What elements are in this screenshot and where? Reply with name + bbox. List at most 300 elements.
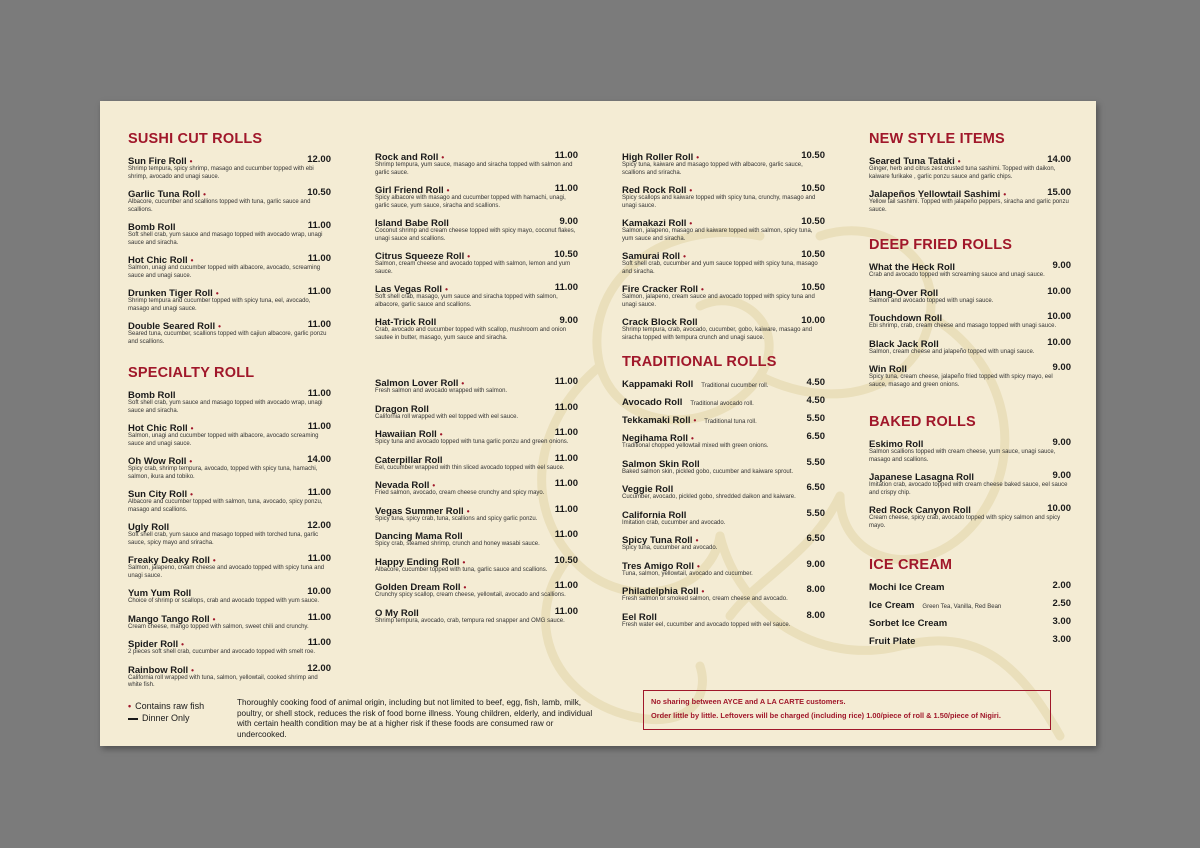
legend-dinner-only: Dinner Only: [128, 712, 204, 724]
menu-item-happy-ending-roll: [375, 555, 578, 575]
menu-item-row: [375, 402, 578, 414]
menu-item-row: [622, 584, 825, 596]
menu-item-name: Kamakazi Roll: [622, 218, 687, 229]
menu-item-description: Salmon, cream cheese and jalapeño topped with unagi sauce.: [869, 348, 1035, 355]
menu-item-row: [869, 337, 1071, 349]
menu-item-girl-friend-roll: [375, 183, 578, 210]
menu-item-description: Crab and avocado topped with screaming sauce and unagi sauce.: [869, 272, 1045, 278]
menu-item-island-babe-roll: [375, 216, 578, 243]
menu-item-row: [869, 634, 1071, 646]
menu-item-price: 2.00: [1052, 580, 1071, 591]
menu-item-name: Win Roll: [869, 364, 907, 375]
raw-fish-dot-icon: •: [689, 219, 693, 228]
dinner-only-dash-icon: [128, 718, 138, 720]
raw-fish-dot-icon: •: [212, 556, 216, 565]
menu-item-name: High Roller Roll: [622, 152, 694, 163]
menu-item-price: 9.00: [559, 315, 578, 326]
menu-item-name: Caterpillar Roll: [375, 454, 443, 466]
menu-item-description: Ginger, herb and citrus zest crusted tuna sashimi. Topped with daikon, kaiware furikake , garlic ponzu sauce and garlic chips.: [869, 166, 1056, 180]
menu-item-name: Vegas Summer Roll: [375, 505, 464, 517]
menu-item-row: [128, 253, 331, 265]
menu-item-name: Hawaiian Roll: [375, 429, 437, 440]
menu-item-price: 6.50: [806, 431, 825, 442]
menu-item-vegas-summer-roll: [375, 504, 578, 524]
menu-item-price: 11.00: [307, 487, 331, 498]
menu-item-name: Eskimo Roll: [869, 439, 924, 450]
menu-item-description: Shrimp tempura, crab, avocado, cucumber, gobo, kaiware, masago and siracha topped with tempura crunch and unagi sauce.: [622, 327, 813, 341]
menu-item-name: Negihama Roll: [622, 433, 688, 444]
menu-item-description: Spicy tuna, kaiware and masago topped with albacore, garlic sauce, scallions and sriracha.: [622, 162, 803, 176]
menu-item-price: 8.00: [806, 609, 825, 621]
menu-item-row: [128, 586, 331, 598]
menu-item-description: Albacore, cucumber topped with tuna, garlic sauce and scallions.: [375, 566, 548, 573]
menu-item-row: [869, 362, 1071, 374]
menu-item-name: Red Rock Canyon Roll: [869, 505, 971, 516]
menu-item-ice-cream: [869, 598, 1071, 610]
menu-item-name: Dancing Mama Roll: [375, 531, 463, 542]
menu-item-philadelphia-roll: [622, 584, 825, 604]
section-title: BAKED ROLLS: [869, 414, 976, 430]
menu-item-price: 10.50: [801, 183, 825, 194]
menu-item-price: 3.00: [1052, 616, 1071, 627]
menu-item-description: Eel, cucumber wrapped with thin sliced avocado topped with eel sauce.: [375, 464, 565, 471]
menu-item-row: [622, 457, 825, 469]
menu-item-price: 10.00: [1047, 336, 1071, 348]
menu-item-price: 14.00: [1047, 154, 1071, 165]
menu-item-name: Red Rock Roll: [622, 185, 687, 196]
menu-item-bomb-roll: [128, 388, 331, 415]
menu-item-hang-over-roll: [869, 286, 1071, 306]
menu-item-kappamaki-roll: [622, 377, 825, 389]
column-2-bottom: [375, 376, 578, 631]
raw-fish-dot-icon: •: [701, 587, 705, 596]
column-4: [869, 130, 1071, 652]
menu-item-win-roll: [869, 362, 1071, 389]
menu-item-row: [375, 606, 578, 618]
menu-item-row: [869, 154, 1071, 166]
raw-fish-dot-icon: •: [467, 252, 471, 261]
raw-fish-dot-icon: •: [445, 285, 448, 294]
menu-item-row: [622, 559, 825, 571]
menu-item-name: Hot Chic Roll: [128, 423, 188, 434]
menu-item-tekkamaki-roll: [622, 413, 825, 425]
menu-item-samurai-roll: [622, 249, 825, 276]
menu-item-description: Spicy tuna, spicy crab, tuna, scallions and spicy garlic ponzu.: [375, 515, 538, 522]
menu-item-name: Touchdown Roll: [869, 313, 943, 324]
menu-item-row: [375, 315, 578, 327]
menu-item-price: 9.00: [1052, 470, 1071, 481]
menu-item-price: 11.00: [307, 637, 331, 648]
menu-item-row: [622, 395, 825, 407]
menu-item-row: [869, 260, 1071, 272]
menu-item-row: [869, 286, 1071, 298]
menu-item-row: [128, 220, 331, 232]
column-2-top: [375, 150, 578, 348]
raw-fish-dot-icon: •: [957, 157, 961, 166]
raw-fish-dot-icon: •: [466, 506, 470, 516]
menu-item-description: Soft shell crab, yum sauce and masago topped with avocado wrap, unagi sauce and siracha.: [128, 232, 323, 246]
menu-item-price: 11.00: [554, 580, 578, 591]
column-3-bottom: [622, 353, 825, 635]
menu-item-price: 9.00: [1052, 437, 1071, 448]
menu-item-name: Veggie Roll: [622, 484, 674, 495]
menu-item-row: [869, 187, 1071, 199]
menu-item-row: [375, 504, 578, 516]
menu-item-ugly-roll: [128, 520, 331, 547]
raw-fish-dot-icon: •: [696, 561, 700, 571]
raw-fish-dot-icon: •: [191, 665, 194, 675]
menu-item-kamakazi-roll: [622, 216, 825, 243]
menu-item-row: [128, 487, 331, 499]
menu-item-name: Dragon Roll: [375, 403, 429, 415]
menu-item-inline-desc: Traditional tuna roll.: [704, 419, 757, 425]
section-title: SUSHI CUT ROLLS: [128, 131, 263, 147]
menu-item-california-roll: [622, 508, 825, 528]
raw-fish-dot-icon: •: [693, 416, 697, 425]
menu-item-row: [375, 183, 578, 195]
menu-item-description: Salmon, unagi and cucumber topped with albacore, avocado, screaming sauce and unagi sauce.: [128, 265, 321, 279]
menu-item-price: 10.00: [307, 586, 331, 597]
menu-item-name: Nevada Roll: [375, 480, 430, 491]
menu-item-name: Avocado Roll: [622, 397, 683, 408]
menu-item-price: 5.50: [806, 507, 825, 519]
menu-item-row: [869, 470, 1071, 482]
menu-item-description: Seared tuna, cucumber, scallions topped with cajiun albacore, garlic ponzu and scallions.: [128, 331, 327, 345]
menu-item-price: 11.00: [307, 611, 331, 623]
section-baked-rolls: [869, 413, 1071, 530]
menu-item-price: 12.00: [307, 520, 331, 531]
menu-item-price: 11.00: [307, 253, 331, 264]
menu-item-rock-and-roll: [375, 150, 578, 177]
menu-item-description: Crunchy spicy scallop, cream cheese, yellowtail, avocado and scallions.: [375, 592, 566, 598]
section-new-style-items: [869, 130, 1071, 214]
menu-item-name: Crack Block Roll: [622, 317, 698, 328]
menu-item-price: 11.00: [307, 421, 331, 432]
menu-item-row: [128, 187, 331, 199]
menu-item-name: Salmon Lover Roll: [375, 378, 459, 389]
menu-item-description: Spicy crab, steamed shrimp, crunch and honey wasabi sauce.: [375, 541, 540, 547]
menu-item-description: Spicy tuna and avocado topped with tuna garlic ponzu and green onions.: [375, 439, 569, 445]
menu-item-price: 9.00: [1052, 362, 1071, 373]
menu-item-hot-chic-roll: [128, 421, 331, 448]
menu-item-description: Imitation crab, cucumber and avocado.: [622, 519, 726, 526]
menu-item-description: Spicy crab, shrimp tempura, avocado, topped with spicy tuna, hamachi, salmon, ikura and tobiko.: [128, 466, 318, 480]
menu-item-description: Shrimp tempura, spicy shrimp, masago and cucumber topped with ebi shrimp, avocado and unagi sauce.: [128, 166, 314, 180]
menu-item-name: Eel Roll: [622, 611, 657, 623]
raw-fish-dot-icon: •: [695, 536, 699, 545]
menu-item-name: Girl Friend Roll: [375, 185, 444, 196]
raw-fish-dot-icon: •: [128, 701, 132, 711]
menu-item-description: Fresh salmon and avocado wrapped with salmon.: [375, 388, 508, 394]
section-title: SPECIALTY ROLL: [128, 365, 255, 381]
raw-fish-dot-icon: •: [432, 481, 436, 490]
menu-item-spider-roll: [128, 637, 331, 657]
menu-item-name: Bomb Roll: [128, 390, 176, 401]
menu-item-description: Spicy scallops and kaiware topped with spicy tuna, crunchy, masago and unagi sauce.: [622, 195, 816, 209]
menu-item-description: Salmon, jalapeno, cream cheese and avocado topped with spicy tuna and unagi sauce.: [128, 565, 325, 579]
raw-fish-dot-icon: •: [701, 285, 704, 294]
menu-item-row: [375, 427, 578, 439]
menu-item-price: 4.50: [806, 377, 825, 388]
menu-item-name: Las Vegas Roll: [375, 284, 443, 295]
menu-item-row: [375, 282, 578, 294]
raw-fish-dot-icon: •: [689, 186, 693, 195]
menu-item-row: [128, 520, 331, 532]
menu-item-price: 9.00: [806, 558, 825, 570]
menu-item-name: Fruit Plate: [869, 636, 916, 647]
menu-item-salmon-lover-roll: [375, 376, 578, 396]
menu-item-spicy-tuna-roll: [622, 533, 825, 553]
menu-item-row: [869, 580, 1071, 592]
menu-item-tres-amigo-roll: [622, 559, 825, 579]
menu-item-price: 11.00: [554, 401, 578, 413]
menu-item-inline-desc: Green Tea, Vanilla, Red Bean: [922, 604, 1002, 610]
menu-item-price: 9.00: [559, 216, 578, 227]
raw-fish-dot-icon: •: [1003, 190, 1007, 199]
menu-item-row: [869, 616, 1071, 628]
column-1: [128, 130, 331, 696]
menu-item-hot-chic-roll: [128, 253, 331, 280]
menu-item-name: Rock and Roll: [375, 152, 439, 163]
menu-item-description: Spicy tuna, cream cheese, jalapeño fried topped with spicy mayo, eel sauce, masago and green onions.: [869, 374, 1053, 388]
menu-item-name: Seared Tuna Tataki: [869, 156, 955, 167]
raw-fish-dot-icon: •: [189, 157, 193, 166]
menu-item-drunken-tiger-roll: [128, 286, 331, 313]
menu-item-description: Imitation crab, avocado topped with cream cheese baked sauce, eel sauce and crispy chip.: [869, 482, 1068, 496]
raw-fish-dot-icon: •: [691, 434, 694, 443]
menu-item-name: Sun City Roll: [128, 489, 188, 500]
menu-item-name: Citrus Squeeze Roll: [375, 251, 465, 262]
menu-item-description: Salmon, jalapeno, cream sauce and avocado topped with spicy tuna and unagi sauce.: [622, 294, 815, 308]
menu-item-sun-city-roll: [128, 487, 331, 514]
menu-item-description: Spicy albacore with masago and cucumber topped with hamachi, unagi, garlic sauce, yum sauce, siracha and scallions.: [375, 195, 566, 209]
menu-item-description: Albacore, cucumber and scallions topped with tuna, garlic sauce and scallions.: [128, 199, 311, 213]
menu-item-price: 11.00: [554, 503, 578, 515]
menu-item-row: [869, 503, 1071, 515]
menu-item-price: 11.00: [307, 388, 331, 399]
menu-item-golden-dream-roll: [375, 580, 578, 600]
menu-item-price: 5.50: [806, 413, 825, 424]
menu-item-hat-trick-roll: [375, 315, 578, 342]
menu-item-rainbow-roll: [128, 663, 331, 690]
menu-item-description: Salmon, unagi and cucumber topped with albacore, avocado screaming sauce and unagi sauce.: [128, 433, 319, 447]
menu-item-name: Drunken Tiger Roll: [128, 288, 213, 299]
menu-item-description: Fried salmon, avocado, cream cheese crunchy and spicy mayo.: [375, 490, 545, 496]
menu-item-price: 6.50: [806, 533, 825, 544]
menu-item-price: 5.50: [806, 456, 825, 468]
legend-raw-fish: • Contains raw fish: [128, 701, 205, 711]
menu-item-row: [869, 598, 1071, 610]
menu-item-description: Baked salmon skin, pickled gobo, cucumber and kaiware sprout.: [622, 468, 794, 475]
menu-item-row: [622, 377, 825, 389]
policy-notice-sharing: No sharing between AYCE and A LA CARTE customers.: [651, 697, 846, 706]
menu-item-price: 12.00: [307, 154, 331, 165]
menu-item-description: Shrimp tempura, yum sauce, masago and siracha topped with salmon and garlic sauce.: [375, 162, 573, 176]
raw-fish-dot-icon: •: [190, 490, 193, 499]
menu-item-touchdown-roll: [869, 311, 1071, 331]
menu-item-mochi-ice-cream: [869, 580, 1071, 592]
menu-item-description: Choice of shrimp or scallops, crab and avocado topped with yum sauce.: [128, 598, 320, 604]
menu-item-row: [622, 508, 825, 520]
menu-item-sun-fire-roll: [128, 154, 331, 181]
menu-item-name: Fire Cracker Roll: [622, 284, 699, 295]
menu-item-name: California Roll: [622, 509, 687, 521]
menu-item-name: Philadelphia Roll: [622, 586, 699, 597]
menu-item-name: Salmon Skin Roll: [622, 458, 700, 470]
menu-item-row: [375, 216, 578, 228]
menu-item-description: Soft shell crab, masago, yum sauce and siracha topped with salmon, albacore, garlic sauce and scallions.: [375, 294, 558, 308]
menu-item-row: [128, 319, 331, 331]
menu-item-dragon-roll: [375, 402, 578, 422]
raw-fish-dot-icon: •: [190, 256, 194, 265]
menu-item-description: Yellow tail sashimi. Topped with jalapeño peppers, siracha and garlic ponzu sauce.: [869, 199, 1069, 213]
menu-item-red-rock-canyon-roll: [869, 503, 1071, 530]
menu-item-row: [375, 478, 578, 490]
menu-item-price: 10.50: [801, 216, 825, 227]
menu-item-description: Tuna, salmon, yellowtail, avocado and cucumber.: [622, 570, 753, 577]
menu-item-inline-desc: Traditional cucumber roll.: [701, 383, 769, 389]
menu-item-description: Crab, avocado and cucumber topped with scallop, mushroom and onion sautee in butter, masago, yum sauce and siracha.: [375, 327, 567, 341]
menu-item-row: [128, 637, 331, 649]
menu-item-name: Bomb Roll: [128, 222, 176, 233]
menu-item-name: Oh Wow Roll: [128, 456, 187, 467]
menu-item-fire-cracker-roll: [622, 282, 825, 309]
menu-item-description: Albacore and cucumber topped with salmon, tuna, avocado, spicy ponzu, masago and scallions.: [128, 499, 323, 513]
food-safety-warning: Thoroughly cooking food of animal origin, including but not limited to beef, egg, fish, lamb, milk, poultry, or shell stock, reduces the risk of food borne illness. Young children, elderly, and individual with certain health condition may be at a higher risk if these foods are consumed raw or undercooked.: [237, 698, 593, 739]
menu-item-name: Sun Fire Roll: [128, 156, 187, 167]
menu-item-crack-block-roll: [622, 315, 825, 342]
menu-item-description: Coconut shrimp and cream cheese topped with spicy mayo, coconut flakes, unagi sauce and scallions.: [375, 228, 576, 242]
menu-item-price: 11.00: [554, 150, 578, 161]
section-title: ICE CREAM: [869, 557, 953, 573]
menu-item-row: [622, 610, 825, 622]
policy-notice-box: [643, 690, 1051, 730]
section-traditional-rolls: [622, 353, 825, 629]
menu-item-price: 11.00: [554, 376, 578, 387]
menu-item-row: [128, 421, 331, 433]
menu-item-description: Fresh water eel, cucumber and avocado topped with eel sauce.: [622, 621, 791, 628]
menu-item-row: [622, 216, 825, 228]
menu-item-fruit-plate: [869, 634, 1071, 646]
menu-item-row: [622, 431, 825, 443]
menu-item-jalape-os-yellowtail-sashimi: [869, 187, 1071, 214]
menu-item-description: Cucumber, avocado, pickled gobo, shredded daikon and kaiware.: [622, 494, 796, 500]
menu-item-row: [622, 413, 825, 425]
menu-item-row: [622, 150, 825, 162]
menu-item-name: Hot Chic Roll: [128, 255, 188, 266]
menu-item-nevada-roll: [375, 478, 578, 498]
menu-item-name: Hat-Trick Roll: [375, 317, 437, 328]
menu-item-yum-yum-roll: [128, 586, 331, 606]
menu-item-name: Mango Tango Roll: [128, 613, 210, 625]
menu-item-eel-roll: [622, 610, 825, 630]
menu-item-row: [375, 249, 578, 261]
menu-item-description: Cream cheese, mango topped with salmon, sweet chili and crunchy.: [128, 623, 309, 630]
menu-item-price: 11.00: [554, 529, 578, 540]
menu-item-negihama-roll: [622, 431, 825, 451]
menu-item-description: Salmon, jalapeno, masago and kaiware topped with salmon, spicy tuna, yum sauce and siracha.: [622, 228, 813, 242]
menu-item-o-my-roll: [375, 606, 578, 626]
menu-item-price: 10.50: [801, 282, 825, 293]
menu-item-garlic-tuna-roll: [128, 187, 331, 214]
menu-item-row: [622, 533, 825, 545]
menu-item-red-rock-roll: [622, 183, 825, 210]
section-deep-fried-rolls: [869, 236, 1071, 389]
menu-item-description: Fresh salmon or smoked salmon, cream cheese and avocado.: [622, 596, 788, 602]
menu-item-description: Spicy tuna, cucumber and avocado.: [622, 545, 718, 551]
menu-item-name: Double Seared Roll: [128, 321, 216, 332]
menu-item-price: 10.50: [307, 187, 331, 198]
menu-item-description: Salmon scallions topped with cream cheese, yum sauce, unagi sauce, masago and scallions.: [869, 449, 1056, 463]
menu-item-row: [622, 249, 825, 261]
menu-item-price: 12.00: [307, 662, 331, 674]
menu-item-description: California roll wrapped with eel topped with eel sauce.: [375, 413, 519, 420]
menu-item-bomb-roll: [128, 220, 331, 247]
menu-item-name: Freaky Deaky Roll: [128, 555, 210, 566]
raw-fish-dot-icon: •: [441, 153, 445, 162]
menu-item-row: [375, 150, 578, 162]
menu-item-price: 11.00: [554, 183, 578, 194]
menu-item-row: [128, 663, 331, 675]
menu-item-description: Salmon, cream cheese and avocado topped with salmon, lemon and yum sauce.: [375, 261, 571, 275]
menu-item-name: Garlic Tuna Roll: [128, 189, 201, 200]
menu-item-description: Shrimp tempura, avocado, crab, tempura red snapper and OMG sauce.: [375, 617, 565, 624]
menu-item-row: [375, 453, 578, 465]
raw-fish-dot-icon: •: [203, 190, 206, 199]
menu-item-row: [869, 311, 1071, 323]
menu-item-row: [128, 388, 331, 400]
menu-item-price: 11.00: [554, 452, 578, 464]
menu-item-price: 15.00: [1047, 187, 1071, 198]
menu-item-freaky-deaky-roll: [128, 553, 331, 580]
menu-item-row: [128, 553, 331, 565]
menu-item-black-jack-roll: [869, 337, 1071, 357]
menu-item-price: 9.00: [1052, 260, 1071, 271]
menu-item-inline-desc: Traditional avocado roll.: [690, 401, 754, 407]
menu-item-price: 3.00: [1052, 634, 1071, 645]
menu-item-description: California roll wrapped with tuna, salmon, yellowtail, cooked shrimp and white fish.: [128, 674, 318, 688]
menu-item-price: 11.00: [307, 220, 331, 231]
section-title: NEW STYLE ITEMS: [869, 131, 1005, 147]
raw-fish-dot-icon: •: [462, 557, 466, 567]
menu-item-row: [375, 555, 578, 567]
menu-item-name: Sorbet Ice Cream: [869, 618, 948, 629]
menu-item-name: Happy Ending Roll: [375, 556, 460, 568]
menu-item-oh-wow-roll: [128, 454, 331, 481]
menu-item-price: 11.00: [554, 427, 578, 438]
raw-fish-dot-icon: •: [215, 289, 219, 298]
menu-item-price: 10.00: [1047, 503, 1071, 514]
menu-item-veggie-roll: [622, 482, 825, 502]
menu-item-name: Spider Roll: [128, 639, 179, 650]
menu-item-price: 10.00: [801, 315, 825, 326]
menu-item-description: Cream cheese, spicy crab, avocado topped with spicy salmon and spicy mayo.: [869, 515, 1061, 529]
menu-item-price: 10.50: [554, 554, 578, 566]
menu-item-price: 11.00: [554, 282, 578, 293]
menu-item-row: [869, 437, 1071, 449]
policy-notice-leftovers: Order little by little. Leftovers will be charged (including rice) 1.00/piece of roll & 1.50/piece of Nigiri.: [651, 711, 1001, 720]
menu-item-japanese-lasagna-roll: [869, 470, 1071, 497]
raw-fish-dot-icon: •: [212, 614, 216, 624]
raw-fish-dot-icon: •: [446, 186, 450, 195]
menu-item-dancing-mama-roll: [375, 529, 578, 549]
menu-item-avocado-roll: [622, 395, 825, 407]
menu-item-row: [375, 580, 578, 592]
menu-item-row: [622, 315, 825, 327]
menu-item-name: Spicy Tuna Roll: [622, 535, 693, 546]
menu-item-las-vegas-roll: [375, 282, 578, 309]
menu-item-name: Kappamaki Roll: [622, 379, 694, 390]
